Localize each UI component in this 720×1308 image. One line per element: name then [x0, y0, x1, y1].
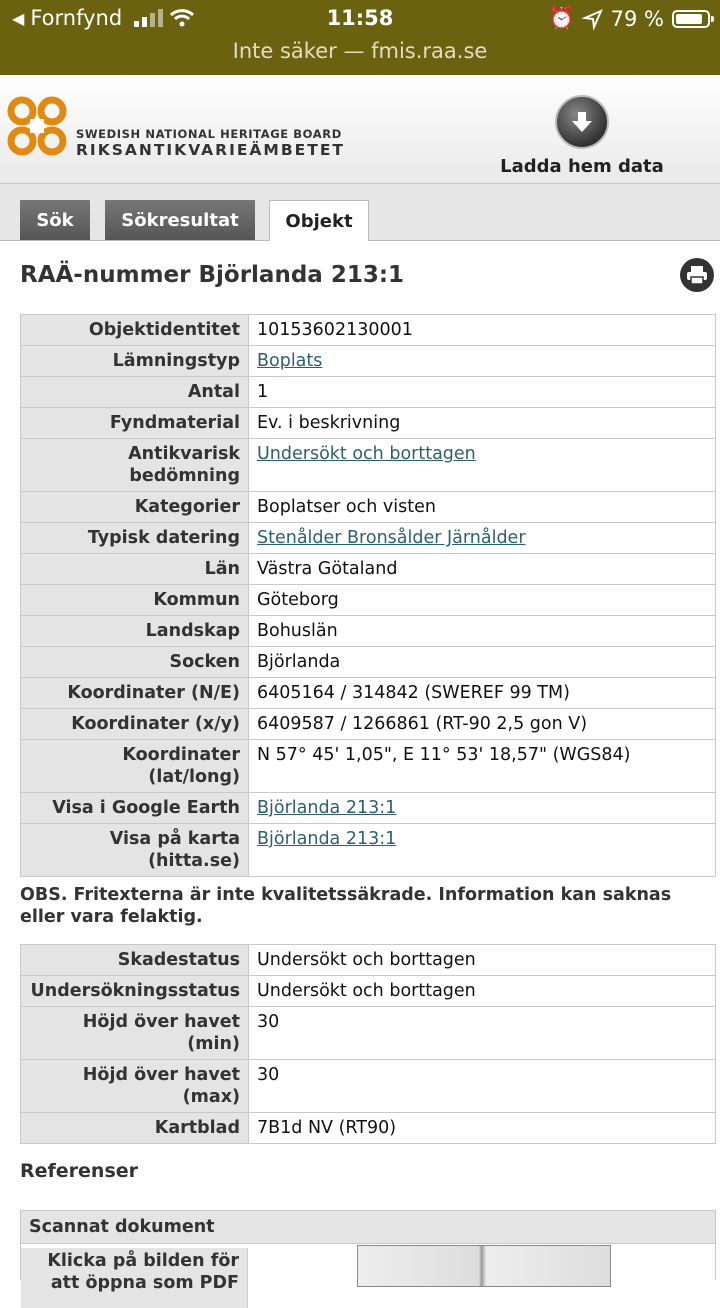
- row-key: Landskap: [21, 616, 249, 647]
- table-row: [21, 793, 716, 824]
- scan-header: Scannat dokument: [21, 1211, 715, 1244]
- table-row: [21, 647, 716, 678]
- row-key: Kategorier: [21, 492, 249, 523]
- row-key: Koordinater (lat/long): [21, 740, 249, 793]
- table-row: [21, 439, 716, 492]
- scan-label: Klicka på bilden för att öppna som PDF: [21, 1248, 248, 1308]
- location-icon: [583, 9, 603, 29]
- download-data-button[interactable]: [500, 95, 664, 177]
- obs-notice: OBS. Fritexterna är inte kvalitetssäkrade. Information kan saknas eller vara felaktig.: [20, 885, 672, 927]
- row-value: 30: [249, 1007, 716, 1060]
- org-name: [76, 127, 345, 159]
- table-row: [21, 709, 716, 740]
- tab-sokresultat[interactable]: Sökresultat: [105, 200, 255, 240]
- carrier-name: Fornfynd: [30, 6, 123, 30]
- table-row: [21, 492, 716, 523]
- org-name-swedish: RIKSANTIKVARIEÄMBETET: [76, 141, 345, 159]
- row-key: Antal: [21, 377, 249, 408]
- row-value: 10153602130001: [249, 315, 716, 346]
- row-value: 30: [249, 1060, 716, 1113]
- raa-logo-icon: [4, 93, 70, 159]
- row-key: Visa i Google Earth: [21, 793, 249, 824]
- row-key: Höjd över havet (min): [21, 1007, 249, 1060]
- hitta-map-link[interactable]: Björlanda 213:1: [257, 829, 397, 849]
- table-row: [21, 1113, 716, 1144]
- antikvarisk-bedomning-link[interactable]: Undersökt och borttagen: [257, 444, 476, 464]
- table-row: [21, 377, 716, 408]
- scanned-document-section: [20, 1210, 716, 1293]
- download-icon: [555, 95, 609, 149]
- table-row: [21, 523, 716, 554]
- row-key: Fyndmaterial: [21, 408, 249, 439]
- row-key: Kartblad: [21, 1113, 249, 1144]
- row-value: Ev. i beskrivning: [249, 408, 716, 439]
- alarm-icon: ⏰: [548, 6, 575, 30]
- printer-icon: [686, 265, 708, 285]
- url-bar[interactable]: Inte säker — fmis.raa.se: [232, 39, 488, 63]
- row-key: Socken: [21, 647, 249, 678]
- row-key: Höjd över havet (max): [21, 1060, 249, 1113]
- row-value: 1: [249, 377, 716, 408]
- org-name-english: SWEDISH NATIONAL HERITAGE BOARD: [76, 127, 342, 141]
- site-header: [0, 75, 720, 184]
- row-value: Björlanda: [249, 647, 716, 678]
- table-row: [21, 616, 716, 647]
- page-title: RAÄ-nummer Björlanda 213:1: [20, 262, 405, 288]
- row-value: Bohuslän: [249, 616, 716, 647]
- row-key: Typisk datering: [21, 523, 249, 554]
- tab-sok[interactable]: Sök: [20, 200, 90, 240]
- status-table: [20, 944, 716, 1144]
- row-key: Län: [21, 554, 249, 585]
- table-row: [21, 824, 716, 877]
- row-key: Antikvarisk bedömning: [21, 439, 249, 492]
- table-row: [21, 346, 716, 377]
- row-key: Koordinater (x/y): [21, 709, 249, 740]
- battery-icon: [672, 10, 710, 28]
- table-row: [21, 315, 716, 346]
- print-button[interactable]: [680, 258, 714, 292]
- row-value: Boplatser och visten: [249, 492, 716, 523]
- row-value: N 57° 45' 1,05", E 11° 53' 18,57" (WGS84): [249, 740, 716, 793]
- table-row: [21, 1007, 716, 1060]
- row-key: Koordinater (N/E): [21, 678, 249, 709]
- datering-link[interactable]: Stenålder Bronsålder Järnålder: [257, 528, 526, 548]
- battery-percent: 79 %: [610, 6, 664, 31]
- row-value: Undersökt och borttagen: [249, 976, 716, 1007]
- table-row: [21, 554, 716, 585]
- status-bar: [0, 0, 720, 75]
- table-row: [21, 678, 716, 709]
- row-key: Kommun: [21, 585, 249, 616]
- lamningstyp-link[interactable]: Boplats: [257, 351, 323, 371]
- status-right: [548, 6, 710, 31]
- clock: 11:58: [326, 6, 394, 30]
- tab-objekt[interactable]: Objekt: [269, 200, 369, 241]
- table-row: [21, 585, 716, 616]
- row-value: 6409587 / 1266861 (RT-90 2,5 gon V): [249, 709, 716, 740]
- table-row: [21, 740, 716, 793]
- download-label: Ladda hem data: [500, 156, 664, 177]
- row-key: Skadestatus: [21, 945, 249, 976]
- tab-bar: [0, 184, 720, 241]
- row-value: Västra Götaland: [249, 554, 716, 585]
- row-key: Objektidentitet: [21, 315, 249, 346]
- row-value: 7B1d NV (RT90): [249, 1113, 716, 1144]
- table-row: [21, 945, 716, 976]
- references-heading: Referenser: [20, 1160, 139, 1182]
- table-row: [21, 976, 716, 1007]
- scanned-document-thumbnail[interactable]: [357, 1245, 611, 1287]
- row-value: Undersökt och borttagen: [249, 945, 716, 976]
- details-table: [20, 314, 716, 877]
- table-row: [21, 1060, 716, 1113]
- row-value: 6405164 / 314842 (SWEREF 99 TM): [249, 678, 716, 709]
- back-arrow-icon[interactable]: ◀: [12, 8, 25, 28]
- row-key: Undersökningsstatus: [21, 976, 249, 1007]
- google-earth-link[interactable]: Björlanda 213:1: [257, 798, 397, 818]
- table-row: [21, 408, 716, 439]
- row-key: Visa på karta (hitta.se): [21, 824, 249, 877]
- row-value: Göteborg: [249, 585, 716, 616]
- row-key: Lämningstyp: [21, 346, 249, 377]
